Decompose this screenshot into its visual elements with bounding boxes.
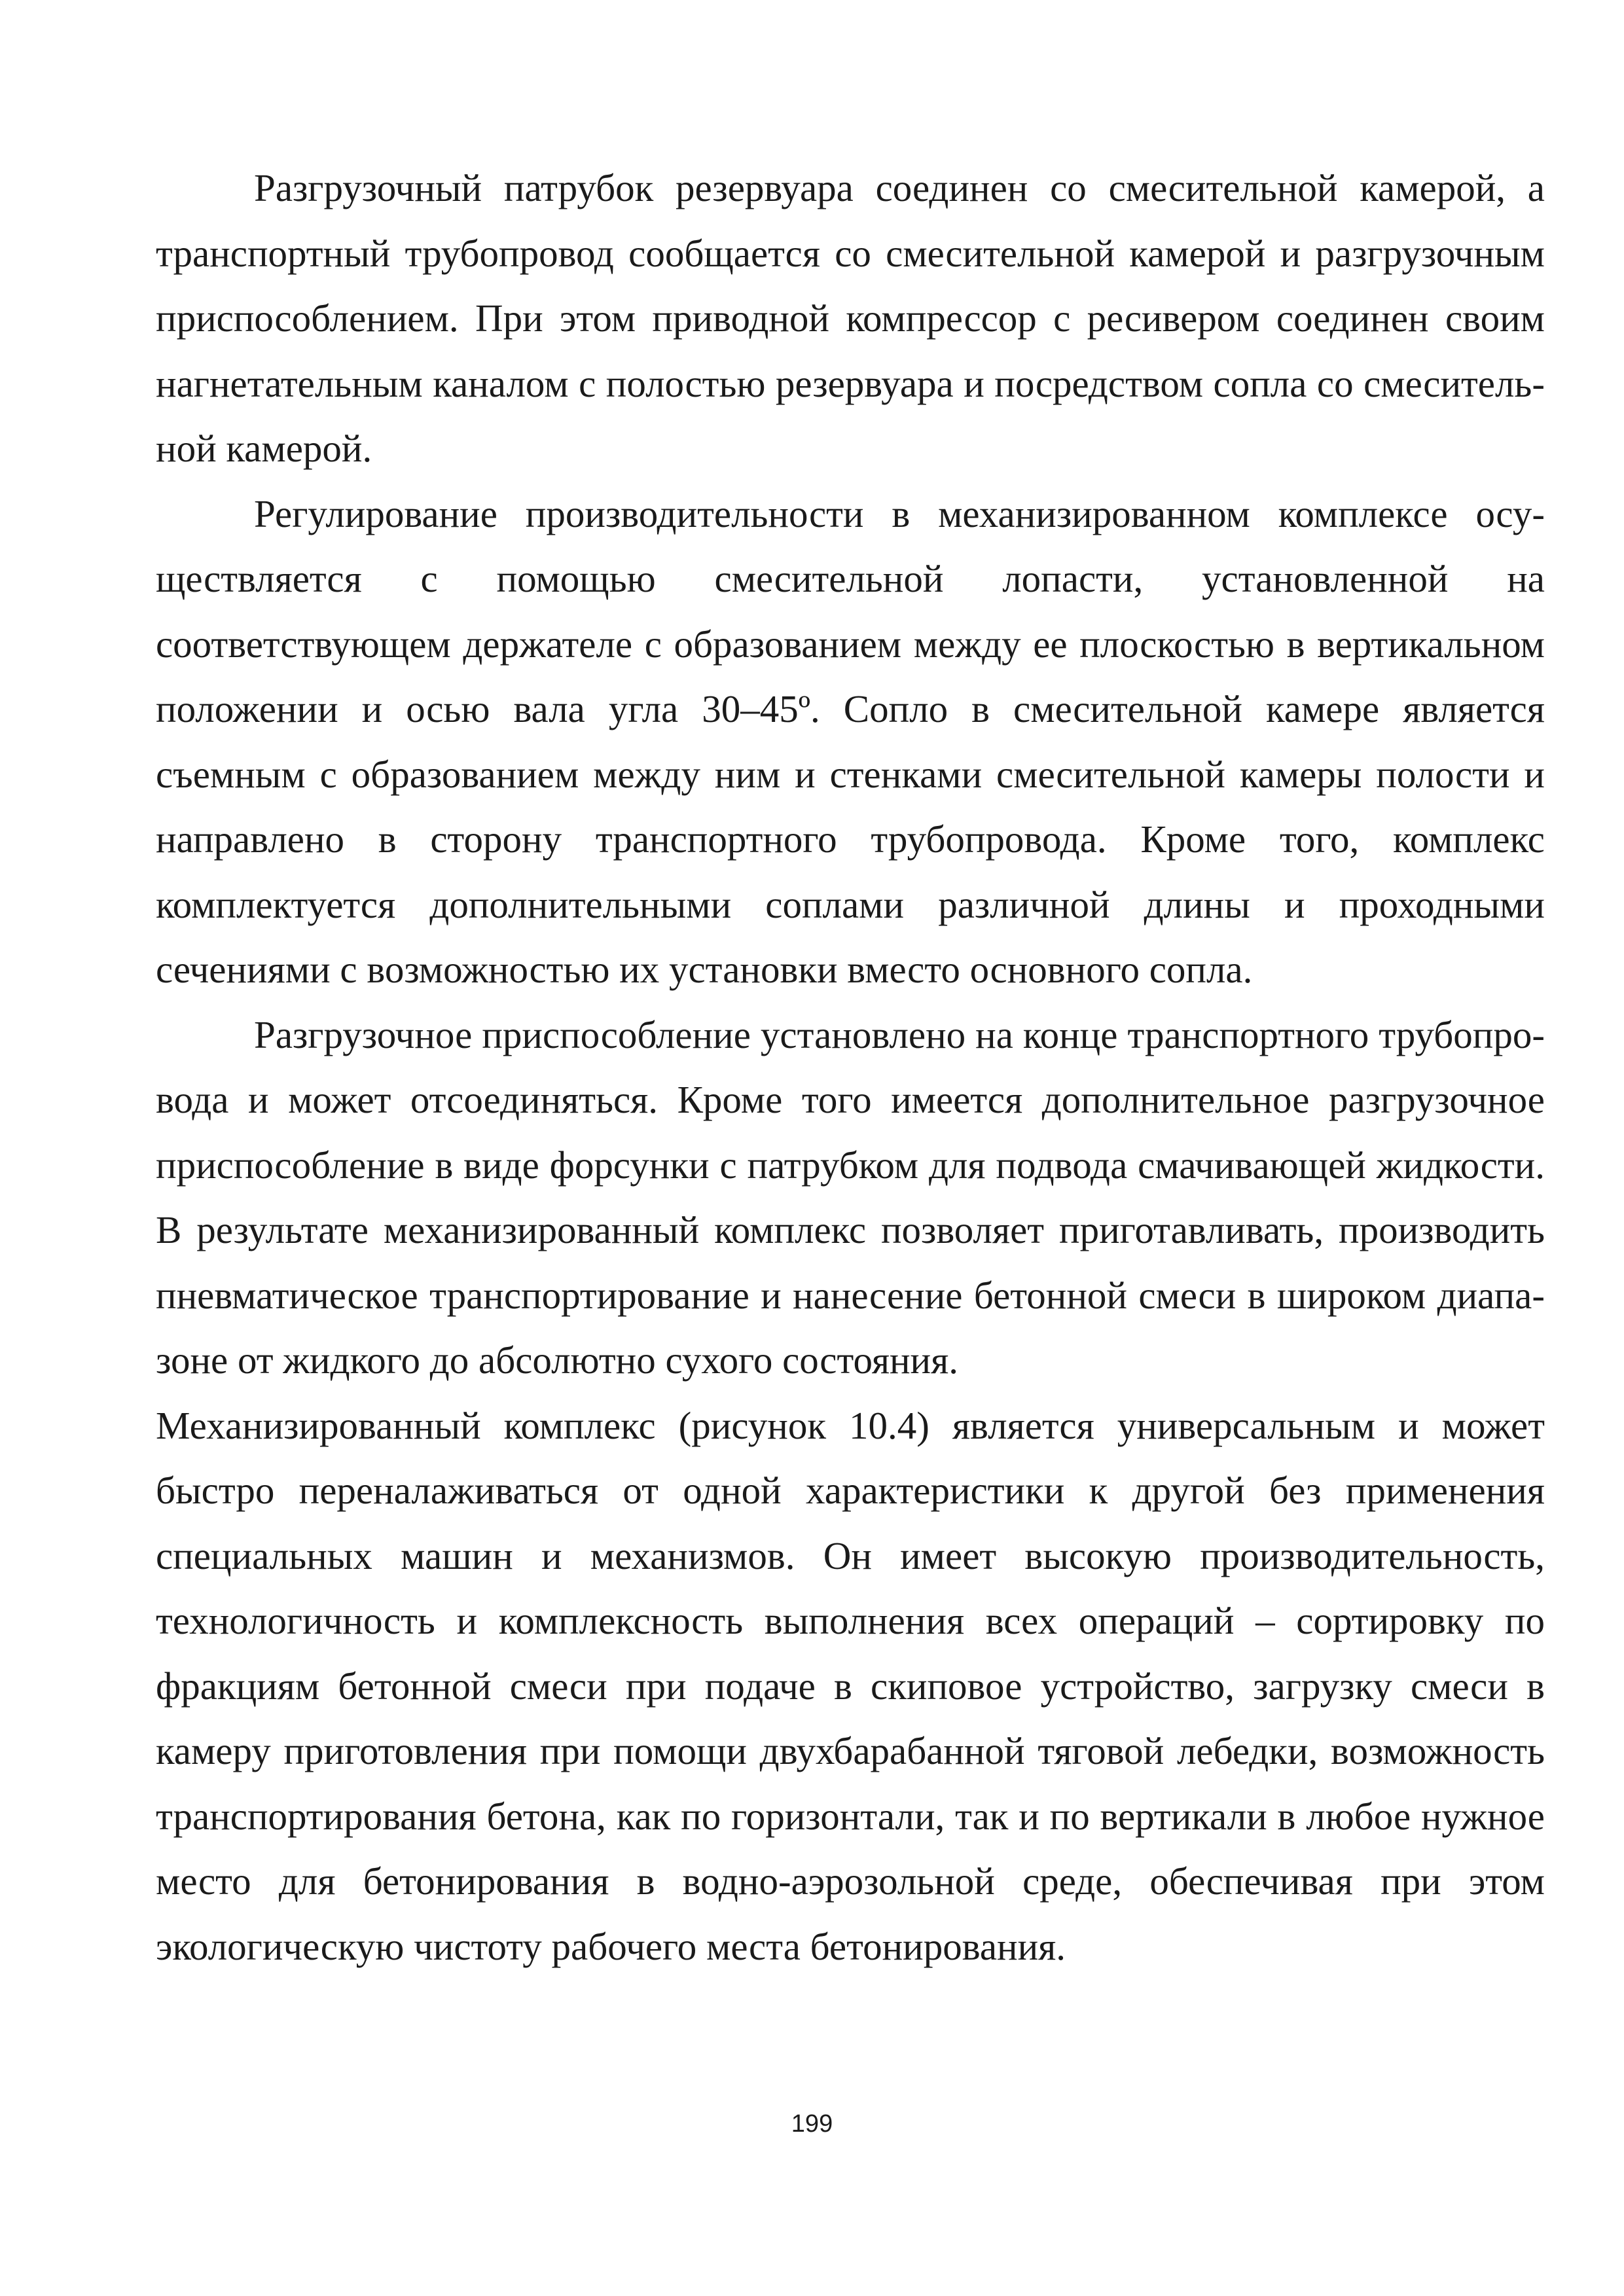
paragraph-4: Механизированный комплекс (рисунок 10.4) является универсальным и может быстро переналаживаться от одной характеристики к другой без применения специальных машин и механизмов. Он имеет высокую производительность, технологичность и комплексность выполнения всех операций – сортировку по фракциям бетонной смеси при подаче в скиповое устройство, загрузку смеси в камеру приготовления при помощи двухбарабанной тяговой лебедки, возможность транспортирования бетона, как по горизонтали, так и по вертикали в любое нужное место для бетонирования в водно-аэрозольной среде, обеспечивая при этом экологическую чистоту рабочего места бетонирования.: [156, 1403, 1545, 1968]
paragraph-3: Разгрузочное приспособление установлено на конце транспортного трубопровода и может отсоединяться. Кроме того имеется дополнительное разгрузочное приспособление в виде форсунки с патрубком для подвода смачивающей жидкости. В результате механизированный комплекс позволяет приготавливать, производить пневматическое транспортирование и нанесение бетонной смеси в широком диапазоне от жидкого до абсолютно сухого состояния.: [156, 1013, 1545, 1382]
body-text: [156, 156, 1545, 1979]
paragraph-2: Регулирование производительности в механизированном комплексе осуществляется с помощью смесительной лопасти, установленной на соответствующем держателе с образованием между ее плоскостью в вертикальном положении и осью вала угла 30–45º. Сопло в смесительной камере является съемным с образованием между ним и стенками смесительной камеры полости и направлено в сторону транспортного трубопровода. Кроме того, комплекс комплектуется дополнительными соплами различной длины и проходными сечениями с возможностью их установки вместо основного сопла.: [156, 492, 1545, 991]
paragraph-1: Разгрузочный патрубок резервуара соединен со смесительной камерой, а транспортный трубопровод сообщается со смесительной камерой и разгрузочным приспособлением. При этом приводной компрессор с ресивером соединен своим нагнетательным каналом с полостью резервуара и посредством сопла со смесительной камерой.: [156, 166, 1545, 470]
page-number: 199: [791, 2110, 833, 2138]
